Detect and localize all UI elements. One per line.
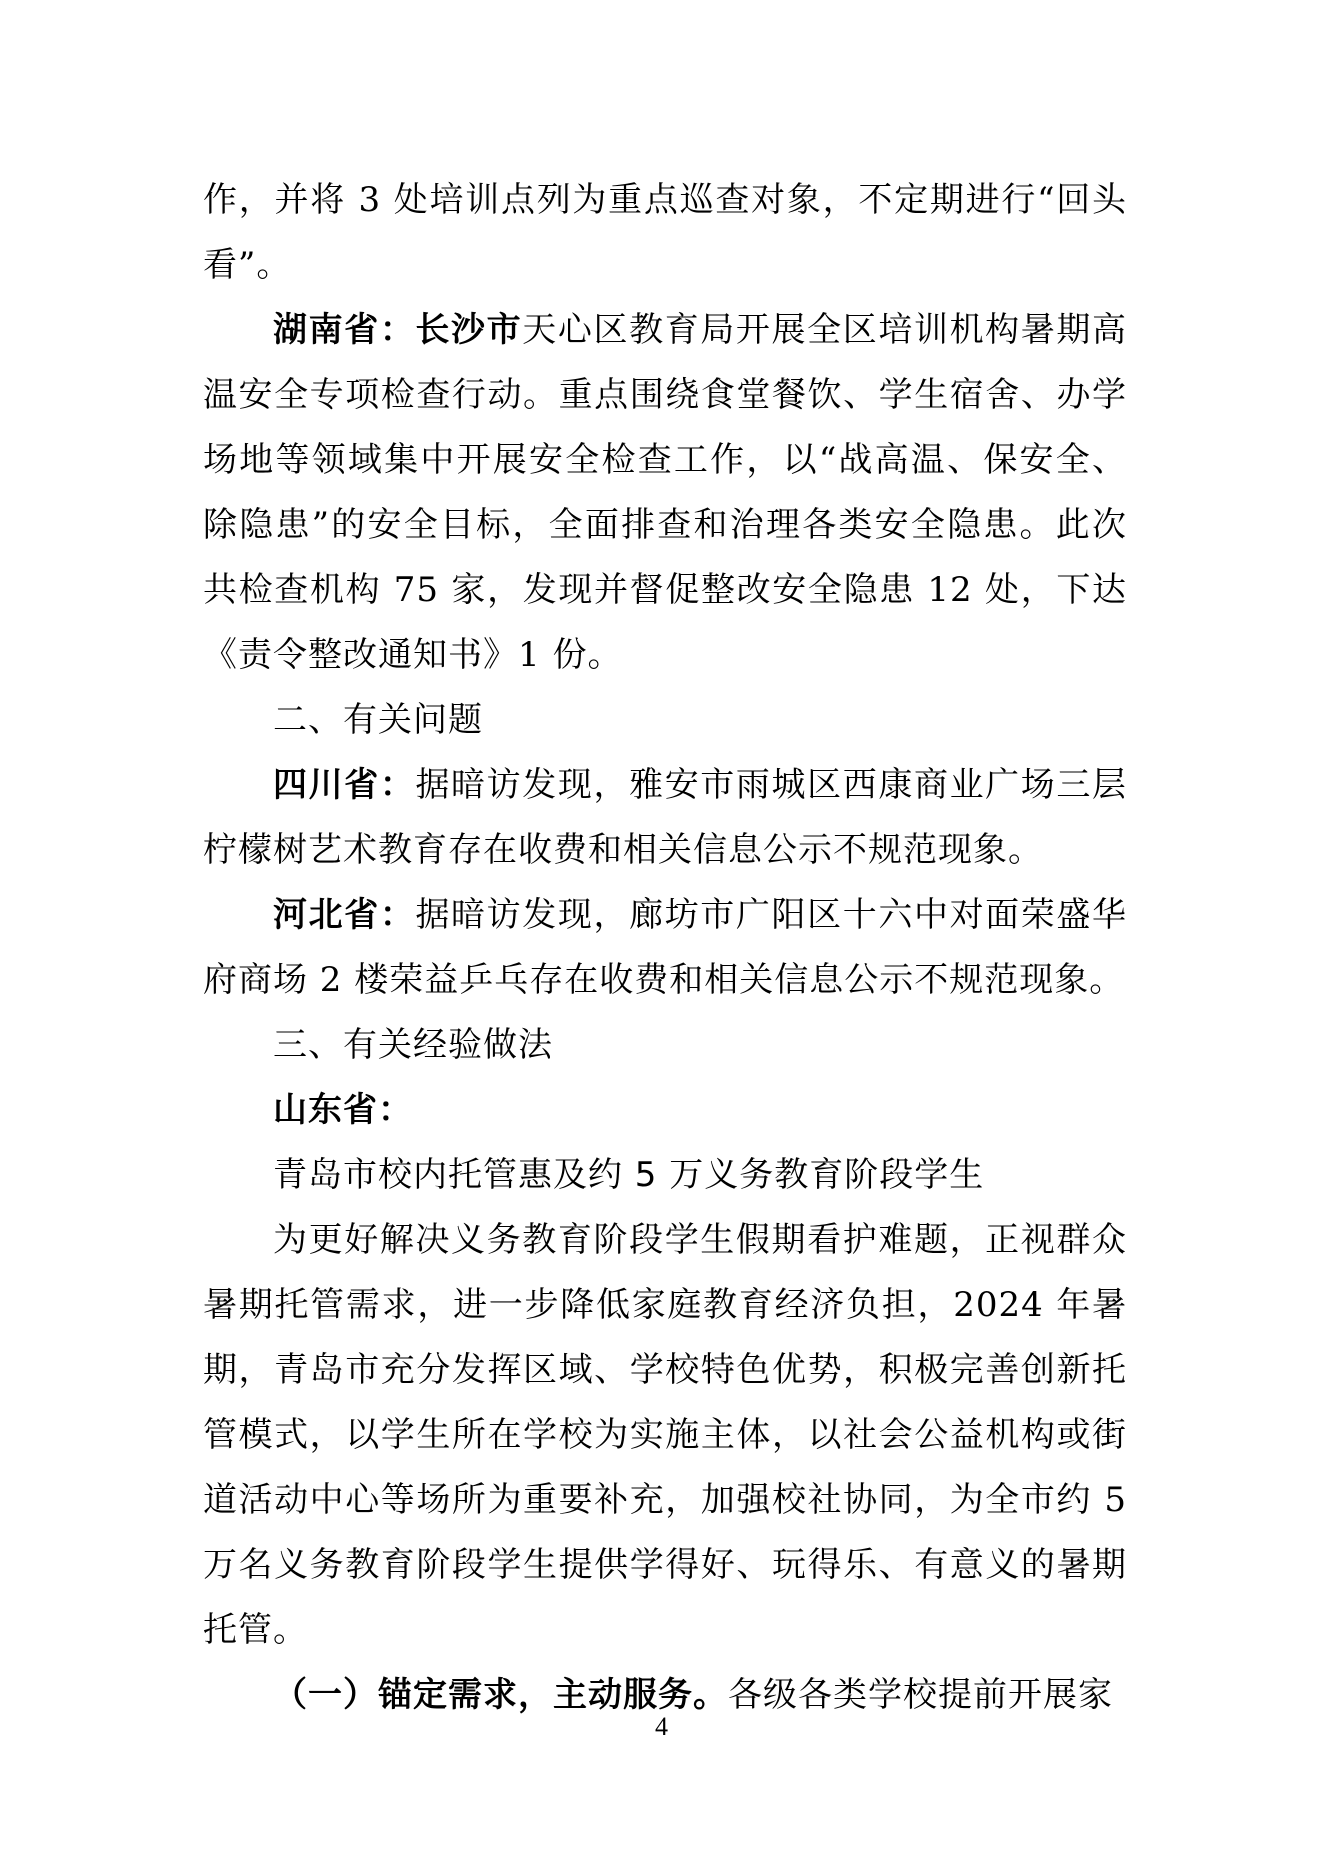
page-number: 4 bbox=[655, 1712, 668, 1741]
paragraph-lead: 山东省： bbox=[273, 1090, 413, 1130]
paragraph-text: 各级各类学校提前开展家 bbox=[728, 1675, 1113, 1715]
paragraph-qingdao-body bbox=[203, 1208, 1127, 1663]
paragraph-text: 为更好解决义务教育阶段学生假期看护难题，正视群众暑期托管需求，进一步降低家庭教育经济负担，2024 年暑期，青岛市充分发挥区域、学校特色优势，积极完善创新托管模式，以学生所在学校为实施主体，以社会公益机构或街道活动中心等场所为重要补充，加强校社协同，为全市约 5 万名义务教育阶段学生提供学得好、玩得乐、有意义的暑期托管。 bbox=[203, 1220, 1127, 1650]
paragraph-hunan bbox=[203, 298, 1127, 688]
paragraph-lead: （一）锚定需求，主动服务。 bbox=[273, 1675, 728, 1715]
paragraph-text: 据暗访发现，雅安市雨城区西康商业广场三层柠檬树艺术教育存在收费和相关信息公示不规范现象。 bbox=[203, 765, 1128, 870]
paragraph-lead: 四川省： bbox=[273, 765, 416, 805]
document-body bbox=[203, 168, 1127, 1728]
paragraph-lead: 湖南省：长沙市 bbox=[273, 310, 523, 350]
section-heading-experience: 三、有关经验做法 bbox=[273, 1025, 553, 1065]
paragraph-sichuan bbox=[203, 753, 1127, 883]
paragraph-hebei bbox=[203, 883, 1127, 1013]
subheading-qingdao: 青岛市校内托管惠及约 5 万义务教育阶段学生 bbox=[273, 1155, 985, 1195]
paragraph-text: 据暗访发现，廊坊市广阳区十六中对面荣盛华府商场 2 楼荣益乒乓存在收费和相关信息公示不规范现象。 bbox=[203, 895, 1128, 1000]
paragraph-shandong bbox=[203, 1078, 1127, 1143]
section-heading-issues: 二、有关问题 bbox=[273, 700, 483, 740]
paragraph-continuation bbox=[203, 168, 1127, 298]
paragraph-text: 天心区教育局开展全区培训机构暑期高温安全专项检查行动。重点围绕食堂餐饮、学生宿舍、办学场地等领域集中开展安全检查工作，以“战高温、保安全、除隐患”的安全目标，全面排查和治理各类安全隐患。此次共检查机构 75 家，发现并督促整改安全隐患 12 处，下达《责令整改通知书》1 份。 bbox=[203, 310, 1128, 675]
paragraph-lead: 河北省： bbox=[273, 895, 416, 935]
paragraph-text: 作，并将 3 处培训点列为重点巡查对象，不定期进行“回头看”。 bbox=[203, 180, 1127, 285]
